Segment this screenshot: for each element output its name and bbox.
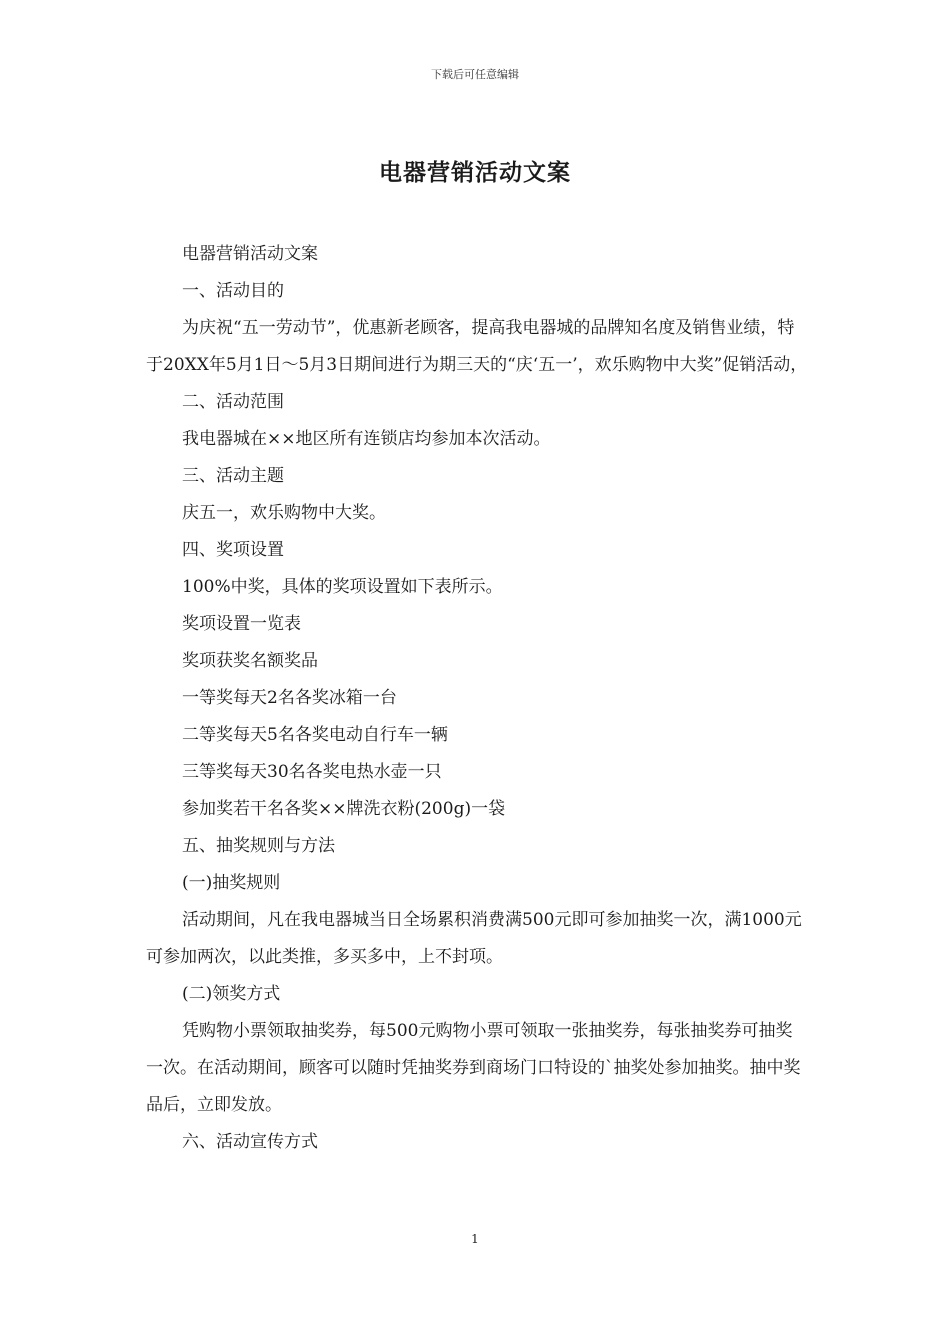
document-title: 电器营销活动文案 — [379, 159, 571, 186]
section-heading-prizes: 四、奖项设置 — [182, 540, 284, 560]
prize-table-header: 奖项获奖名额奖品 — [182, 651, 318, 671]
page-number: 1 — [471, 1232, 479, 1246]
prize-row-third: 三等奖每天30名各奖电热水壶一只 — [182, 762, 442, 782]
section-heading-theme: 三、活动主题 — [182, 466, 284, 486]
paragraph-purpose: 为庆祝“五一劳动节”，优惠新老顾客，提高我电器城的品牌知名度及销售业绩，特于20XX年5月1日～5月3日期间进行为期三天的“庆‘五一’，欢乐购物中大奖”促销活动， — [146, 318, 808, 375]
paragraph-prizes: 100%中奖，具体的奖项设置如下表所示。 — [182, 577, 503, 597]
prize-row-second: 二等奖每天5名各奖电动自行车一辆 — [182, 725, 448, 745]
section-heading-promotion: 六、活动宣传方式 — [182, 1132, 318, 1152]
paragraph-claim-method: 凭购物小票领取抽奖券，每500元购物小票可领取一张抽奖券，每张抽奖券可抽奖一次。在活动期间，顾客可以随时凭抽奖券到商场门口特设的`抽奖处参加抽奖。抽中奖品后，立即发放。 — [146, 1021, 801, 1115]
subheading-claim-method: (二)领奖方式 — [182, 984, 281, 1004]
paragraph-intro-title: 电器营销活动文案 — [182, 244, 318, 264]
prize-row-first: 一等奖每天2名各奖冰箱一台 — [182, 688, 397, 708]
section-heading-scope: 二、活动范围 — [182, 392, 284, 412]
section-heading-rules: 五、抽奖规则与方法 — [182, 836, 335, 856]
paragraph-theme: 庆五一，欢乐购物中大奖。 — [182, 503, 386, 523]
prize-row-participation: 参加奖若干名各奖××牌洗衣粉(200g)一袋 — [182, 799, 506, 819]
document-body — [146, 236, 808, 1161]
header-note: 下载后可任意编辑 — [431, 68, 519, 81]
prize-table-caption: 奖项设置一览表 — [182, 614, 301, 634]
paragraph-draw-rules: 活动期间，凡在我电器城当日全场累积消费满500元即可参加抽奖一次，满1000元可参加两次，以此类推，多买多中，上不封项。 — [146, 910, 802, 967]
subheading-draw-rules: (一)抽奖规则 — [182, 873, 281, 893]
section-heading-purpose: 一、活动目的 — [182, 281, 284, 301]
paragraph-scope: 我电器城在××地区所有连锁店均参加本次活动。 — [182, 429, 551, 449]
